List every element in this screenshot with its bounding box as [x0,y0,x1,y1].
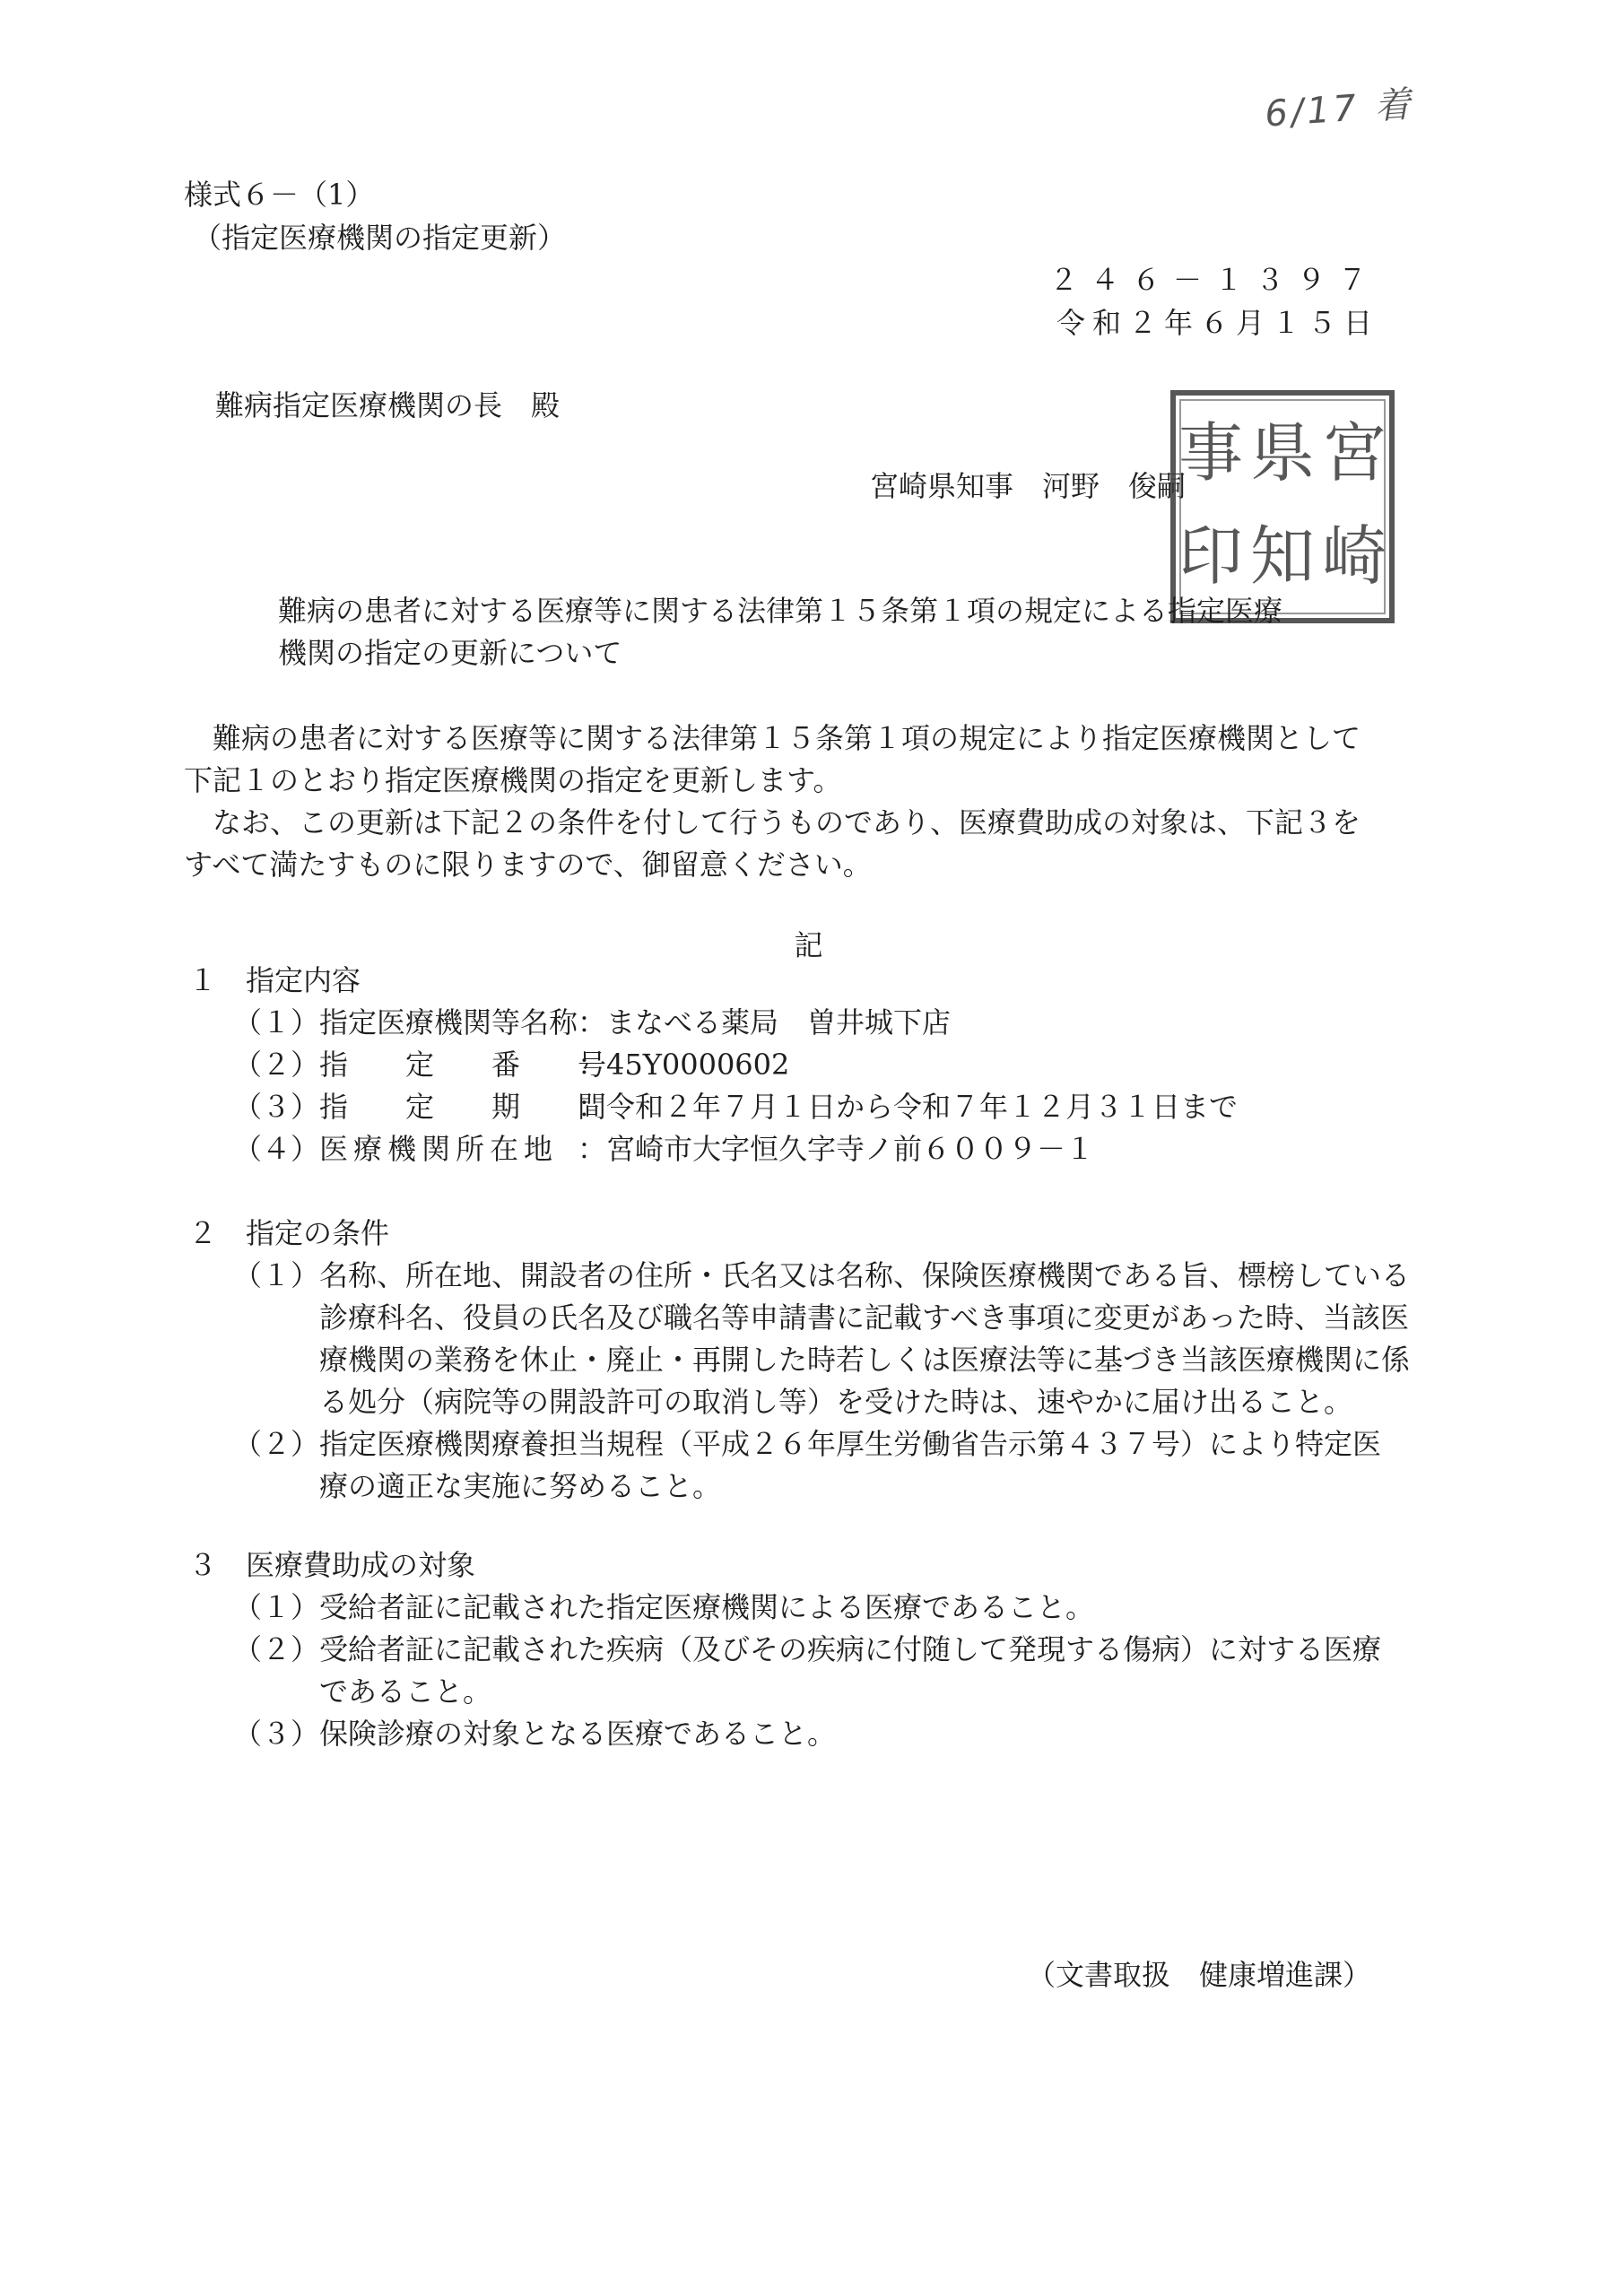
list-item: （２）指 定 番 号：45Y0000602 [188,1044,1238,1086]
body-line: 難病の患者に対する医療等に関する法律第１５条第１項の規定により指定医療機関として [213,721,1361,755]
section-heading: ２ 指定の条件 [188,1216,390,1250]
list-item: （２） 指定医療機関療養担当規程（平成２６年厚生労働省告示第４３７号）により特定医 療の適正な実施に努めること。 [233,1427,1382,1503]
list-item: （３） 保険診療の対象となる医療であること。 [233,1717,837,1751]
form-number: 様式６－（1） [184,178,375,212]
form-subtitle: （指定医療機関の指定更新） [193,221,567,255]
seal-glyph: 知 [1249,518,1316,594]
section-designation [188,960,1238,1170]
list-item: （１） 名称、所在地、開設者の住所・氏名又は名称、保険医療機関である旨、標榜している 診療科名、役員の氏名及び職名等申請書に記載すべき事項に変更があった時、当該医 療機関の業務を休止・廃止・再開した時若しくは医療法等に基づき当該医療機関に係 る処分（病院等の開設許可の取消し等）を受けた時は、速やかに届け出ること。 [233,1258,1411,1419]
body-line: すべて満たすものに限りますので、御留意ください。 [184,848,872,882]
addressee: 難病指定医療機関の長 殿 [215,388,561,422]
item-value: ：宮崎市大字恒久字寺ノ前６００９－１ [578,1132,1095,1166]
list-item: （２） 受給者証に記載された疾病（及びその疾病に付随して発現する傷病）に対する医療 であること。 [233,1632,1382,1709]
section-heading: １ 指定内容 [188,963,361,997]
item-value: ：まなべる薬局 曽井城下店 [578,1005,952,1039]
body-paragraph [184,718,1361,886]
subject-line: 機関の指定の更新について [278,636,622,670]
seal-glyph: 事 [1178,415,1244,491]
item-label: 指定医療機関等名称 [319,1005,578,1039]
sender: 宮崎県知事 河野 俊嗣 [870,469,1187,503]
body-line: 下記１のとおり指定医療機関の指定を更新します。 [184,763,842,797]
item-label: 指 定 期 間 [319,1090,607,1124]
list-item: （１） 受給者証に記載された指定医療機関による医療であること。 [233,1590,1095,1624]
item-label: 指 定 番 号 [319,1048,607,1082]
item-label: 医療機関所在地 [319,1132,559,1166]
seal-glyph: 県 [1249,415,1316,491]
handling-department: （文書取扱 健康増進課） [1027,1958,1372,1992]
section-subsidy-target [188,1544,1381,1755]
item-value: ：令和２年７月１日から令和７年１２月３１日まで [578,1090,1239,1124]
item-value: ：45Y0000602 [578,1048,790,1082]
received-handwritten-note: 6/17 着 [1263,83,1416,135]
document-date: 令和２年６月１５日 [1056,306,1379,340]
section-conditions [188,1213,1410,1508]
seal-glyph: 印 [1178,518,1244,594]
seal-glyph: 崎 [1321,518,1387,594]
ki-heading: 記 [794,928,823,962]
subject-line: 難病の患者に対する医療等に関する法律第１５条第１項の規定による指定医療 [278,594,1283,628]
document-number: ２４６－１３９７ [1048,263,1379,297]
list-item: （４）医療機関所在地 ：宮崎市大字恒久字寺ノ前６００９－１ [188,1128,1238,1170]
list-item: （３）指 定 期 間：令和２年７月１日から令和７年１２月３１日まで [188,1086,1238,1128]
seal-glyph: 宮 [1321,415,1387,491]
list-item: （１）指定医療機関等名称：まなべる薬局 曽井城下店 [233,1005,952,1039]
subject [278,590,1282,674]
section-heading: ３ 医療費助成の対象 [188,1548,476,1582]
body-line: なお、この更新は下記２の条件を付して行うものであり、医療費助成の対象は、下記３を [213,805,1361,839]
